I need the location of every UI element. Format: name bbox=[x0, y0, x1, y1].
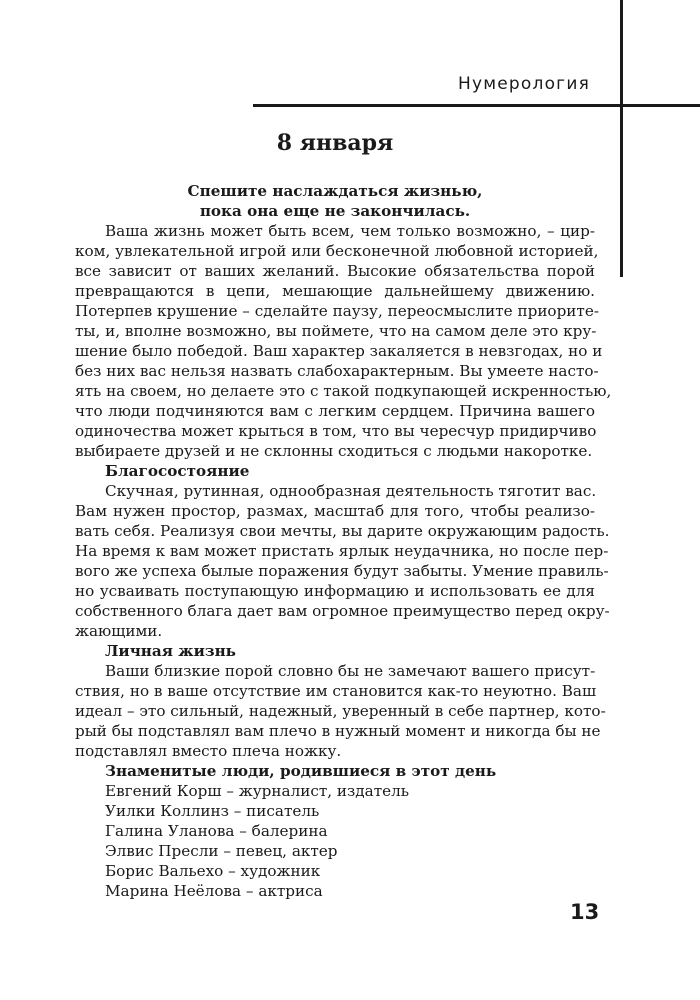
text-line: но усваивать поступающую информацию и использовать ее для bbox=[75, 582, 595, 600]
article-body bbox=[75, 181, 612, 901]
wealth-paragraph bbox=[75, 481, 610, 641]
text-line: без них вас нельзя назвать слабохарактерным. Вы умеете насто- bbox=[75, 362, 599, 380]
text-line: подставлял вместо плеча ножку. bbox=[75, 742, 342, 760]
page-title: 8 января bbox=[276, 130, 394, 156]
text-line: одиночества может крыться в том, что вы чересчур придирчиво bbox=[75, 422, 597, 440]
text-line: Потерпев крушение – сделайте паузу, переосмыслите приорите- bbox=[75, 302, 599, 320]
text-line: ком, увлекательной игрой или бесконечной любовной историей, bbox=[75, 242, 599, 260]
epigraph-line: Спешите наслаждаться жизнью, bbox=[187, 182, 483, 200]
text-line: ять на своем, но делаете это с такой подкупающей искренностью, bbox=[75, 382, 612, 400]
text-line: что люди подчиняются вам с легким сердцем. Причина вашего bbox=[75, 402, 595, 420]
list-item: Элвис Пресли – певец, актер bbox=[105, 842, 338, 860]
list-item: Марина Неёлова – актриса bbox=[105, 882, 323, 900]
text-line: превращаются в цепи, мешающие дальнейшему движению. bbox=[75, 282, 595, 300]
list-item: Уилки Коллинз – писатель bbox=[105, 802, 320, 820]
running-head: Нумерология bbox=[458, 74, 590, 94]
epigraph-line: пока она еще не закончилась. bbox=[199, 202, 471, 220]
text-line: рый бы подставлял вам плечо в нужный момент и никогда бы не bbox=[75, 722, 601, 740]
text-line: Скучная, рутинная, однообразная деятельность тяготит вас. bbox=[105, 482, 597, 500]
text-line: На время к вам может пристать ярлык неудачника, но после пер- bbox=[75, 542, 609, 560]
header-rule bbox=[253, 104, 700, 107]
intro-paragraph bbox=[75, 221, 612, 461]
text-line: все зависит от ваших желаний. Высокие обязательства порой bbox=[75, 262, 595, 280]
text-line: жающими. bbox=[75, 622, 163, 640]
text-line: Вам нужен простор, размах, масштаб для того, чтобы реализо- bbox=[75, 502, 595, 520]
text-line: Ваша жизнь может быть всем, чем только возможно, – цир- bbox=[105, 222, 595, 240]
page-number: 13 bbox=[570, 900, 600, 924]
personal-paragraph bbox=[75, 661, 606, 761]
text-line: Ваши близкие порой словно бы не замечают вашего присут- bbox=[105, 662, 596, 680]
text-line: вого же успеха былые поражения будут забыты. Умение правиль- bbox=[75, 562, 609, 580]
text-line: идеал – это сильный, надежный, уверенный в себе партнер, кото- bbox=[75, 702, 606, 720]
text-line: шение было победой. Ваш характер закаляется в невзгодах, но и bbox=[75, 342, 603, 360]
text-line: собственного блага дает вам огромное преимущество перед окру- bbox=[75, 602, 610, 620]
text-line: ты, и, вполне возможно, вы поймете, что на самом деле это кру- bbox=[75, 322, 597, 340]
list-item: Борис Вальехо – художник bbox=[105, 862, 321, 880]
text-line: ствия, но в ваше отсутствие им становится как-то неуютно. Ваш bbox=[75, 682, 597, 700]
list-item: Евгений Корш – журналист, издатель bbox=[105, 782, 410, 800]
famous-people-list bbox=[75, 781, 595, 901]
section-heading-personal: Личная жизнь bbox=[105, 642, 236, 660]
list-item: Галина Уланова – балерина bbox=[105, 822, 328, 840]
text-line: вать себя. Реализуя свои мечты, вы дарите окружающим радость. bbox=[75, 522, 610, 540]
section-heading-famous: Знаменитые люди, родившиеся в этот день bbox=[105, 762, 497, 780]
text-line: выбираете друзей и не склонны сходиться с людьми накоротке. bbox=[75, 442, 593, 460]
section-heading-wealth: Благосостояние bbox=[105, 462, 250, 480]
epigraph bbox=[75, 181, 595, 221]
